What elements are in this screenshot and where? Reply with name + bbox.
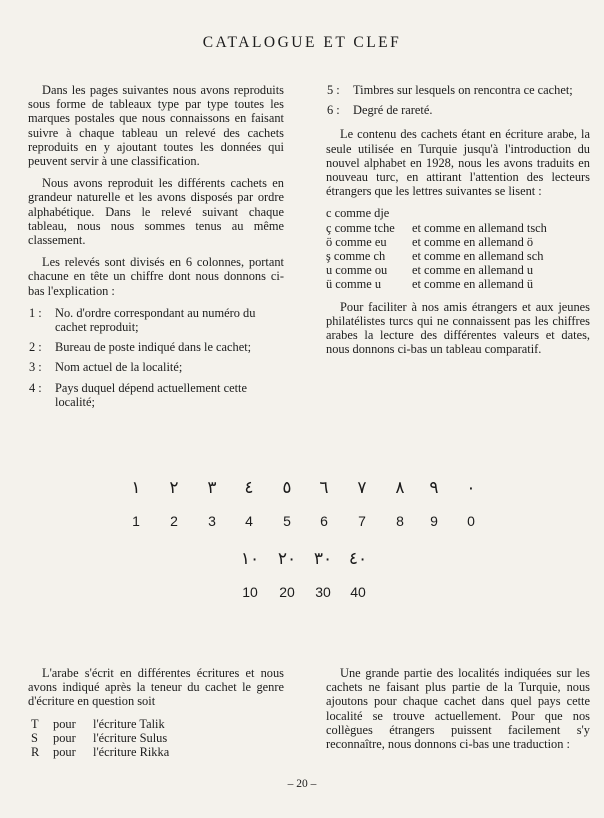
column-explanation-item — [28, 340, 284, 354]
letter-german: et comme en allemand u — [412, 263, 534, 278]
item-number: 5 : — [327, 83, 340, 97]
script-name: l'écriture Talik — [93, 716, 165, 731]
letter-german: et comme en allemand ü — [412, 277, 534, 292]
arabic-numeral: ٠ — [466, 478, 476, 498]
letter-row — [326, 249, 590, 263]
arabic-numerals-row — [0, 478, 604, 500]
letter-german: et comme en allemand sch — [412, 249, 544, 264]
page-number: – 20 – — [287, 778, 317, 790]
letter-reading: ö comme eu — [326, 234, 387, 249]
item-text: Timbres sur lesquels on rencontra ce cachet; — [353, 83, 573, 97]
letter-pronunciation-list — [326, 206, 590, 291]
item-text: Degré de rareté. — [353, 103, 433, 118]
script-name: l'écriture Sulus — [93, 730, 168, 745]
letter-row — [326, 277, 590, 291]
latin-numeral: 30 — [315, 584, 331, 600]
letter-reading: c comme dje — [326, 206, 390, 221]
script-row — [28, 717, 284, 731]
item-text: No. d'ordre correspondant au numéro du cachet reproduit; — [55, 305, 256, 335]
latin-numeral: 8 — [396, 513, 404, 529]
script-row — [28, 745, 284, 759]
letter-reading: ç comme tche — [326, 220, 395, 235]
item-text: Nom actuel de la localité; — [55, 360, 183, 375]
item-number: 4 : — [29, 380, 42, 395]
item-number: 2 : — [29, 340, 42, 355]
letter-german: et comme en allemand ö — [412, 234, 534, 249]
latin-numeral: 1 — [132, 513, 140, 529]
column-explanation-item — [28, 306, 284, 334]
letter-row — [326, 235, 590, 249]
letter-reading: u comme ou — [326, 263, 388, 278]
page-title: CATALOGUE ET CLEF — [202, 34, 402, 51]
column-explanation-item — [326, 103, 590, 117]
latin-numeral: 10 — [242, 584, 258, 600]
column-explanation-item — [28, 360, 284, 374]
latin-numeral: 3 — [208, 513, 216, 529]
arabic-numeral: ١ — [131, 478, 141, 498]
script-name: l'écriture Rikka — [93, 744, 170, 759]
column-explanation-item — [28, 381, 284, 409]
right-column-bottom — [326, 666, 590, 759]
script-legend — [28, 717, 284, 759]
alphabetical-paragraph: Nous avons reproduit les différents cachets en grandeur naturelle et les avons disposés par ordre alphabétique. Dans le relevé suivant chaque tableau, nous nous sommes tenus au même classement. — [28, 176, 284, 248]
arabic-script-paragraph: Le contenu des cachets étant en écriture arabe, la seule utilisée en Turquie jusqu'à l'introduction du nouvel alphabet en 1928, nous les avons traduits en nouveau turc, en attirant l'attention des lecteurs étrangers que les lettres suivantes se lisent : — [326, 127, 590, 199]
arabic-tens-row — [0, 549, 604, 571]
arabic-numeral: ٣٠ — [313, 549, 333, 569]
script-pour: pour — [53, 730, 76, 745]
arabic-numeral: ٢ — [169, 478, 179, 498]
latin-numeral: 0 — [467, 513, 475, 529]
arabic-numeral: ٢٠ — [277, 549, 297, 569]
scripts-paragraph: L'arabe s'écrit en différentes écritures et nous avons indiqué après la teneur du cachet le genre d'écriture en question soit — [28, 666, 284, 709]
item-number: 3 : — [29, 360, 42, 375]
latin-numeral: 7 — [358, 513, 366, 529]
arabic-numeral: ٦ — [319, 478, 329, 498]
arabic-numeral: ٣ — [207, 478, 217, 498]
letter-row — [326, 263, 590, 277]
script-letter: S — [31, 730, 38, 745]
item-text: Bureau de poste indiqué dans le cachet; — [55, 340, 252, 355]
arabic-numeral: ٨ — [395, 478, 405, 498]
script-pour: pour — [53, 716, 76, 731]
latin-numeral: 40 — [350, 584, 366, 600]
right-column-top — [326, 83, 590, 364]
script-letter: T — [31, 716, 39, 731]
left-column-top — [28, 83, 284, 415]
script-letter: R — [31, 744, 40, 759]
arabic-numeral: ٧ — [357, 478, 367, 498]
latin-numeral: 9 — [430, 513, 438, 529]
letter-row — [326, 221, 590, 235]
localities-paragraph: Une grande partie des localités indiquées sur les cachets ne faisant plus partie de la Turquie, nous ajoutons pour chaque cachet dans quel pays cette localité se trouve actuellement. Pour que nos collègues étrangers puissent facilement s'y reconnaître, nous donnons ci-bas une traduction : — [326, 666, 590, 752]
letter-german — [412, 206, 590, 220]
left-column-bottom — [28, 666, 284, 759]
latin-numeral: 4 — [245, 513, 253, 529]
arabic-numeral: ١٠ — [240, 549, 260, 569]
arabic-numeral: ٤ — [244, 478, 254, 498]
arabic-numeral: ٤٠ — [348, 549, 368, 569]
letter-row — [326, 206, 590, 220]
latin-numeral: 5 — [283, 513, 291, 529]
arabic-numeral: ٩ — [429, 478, 439, 498]
letter-german: et comme en allemand tsch — [412, 220, 547, 235]
column-explanation-item — [326, 83, 590, 97]
arabic-numeral: ٥ — [282, 478, 292, 498]
script-pour: pour — [53, 744, 76, 759]
item-text: Pays duquel dépend actuellement cette localité; — [55, 380, 247, 409]
intro-paragraph: Dans les pages suivantes nous avons reproduits sous forme de tableaux type par type toutes les marques postales que nous connaissons en faisant suivre à chaque tableau un relevé des cachets reproduits en y ajoutant toutes les données qui peuvent servir à une classification. — [28, 83, 284, 169]
latin-numeral: 6 — [320, 513, 328, 529]
columns-paragraph: Les relevés sont divisés en 6 colonnes, portant chacune en tête un chiffre dont nous donnons ci-bas l'explication : — [28, 255, 284, 298]
item-number: 1 : — [29, 305, 42, 320]
comparative-table-paragraph: Pour faciliter à nos amis étrangers et aux jeunes philatélistes turcs qui ne connaissent pas les chiffres arabes la lecture des différentes valeurs et dates, nous donnons ci-bas un tableau comparatif. — [326, 299, 590, 357]
letter-reading: ü comme u — [326, 277, 382, 292]
item-number: 6 : — [327, 103, 340, 118]
latin-numeral: 20 — [279, 584, 295, 600]
latin-tens-row — [0, 584, 604, 606]
script-row — [28, 731, 284, 745]
letter-reading: ş comme ch — [326, 249, 386, 264]
latin-numerals-row — [0, 513, 604, 535]
latin-numeral: 2 — [170, 513, 178, 529]
